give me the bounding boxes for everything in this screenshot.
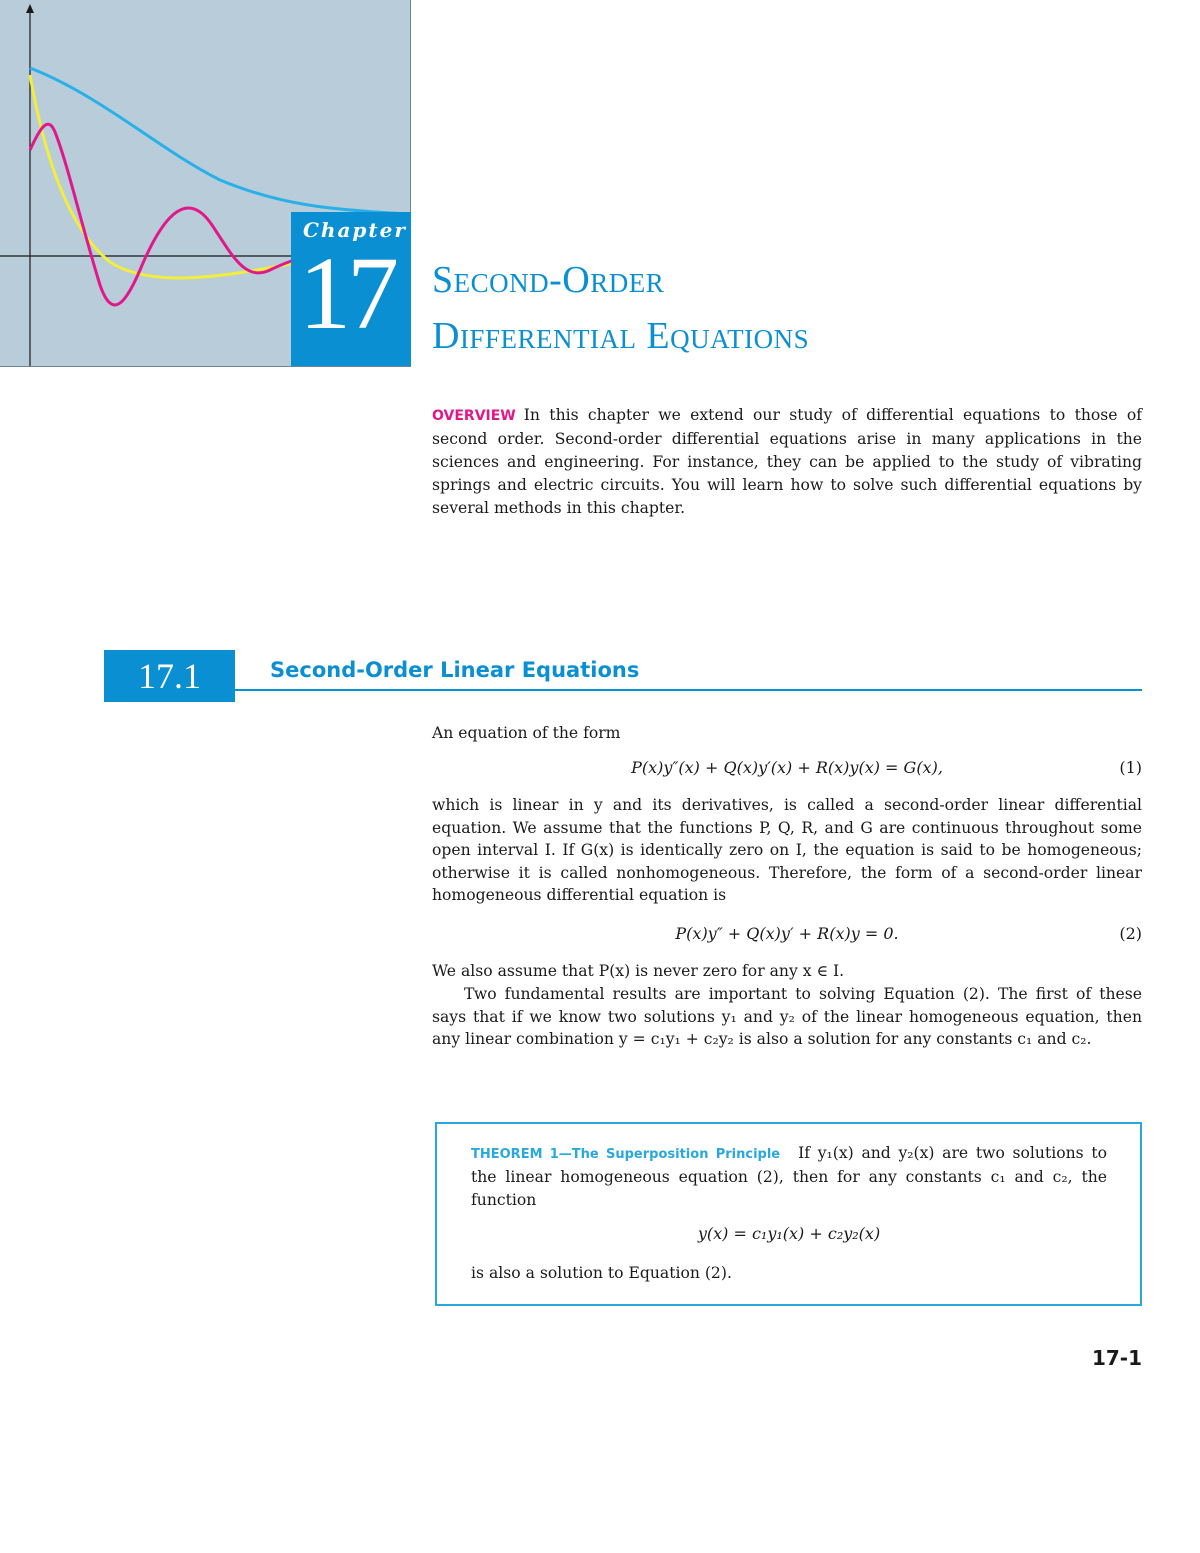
page-number: 17-1 bbox=[1091, 1346, 1142, 1370]
equation-2-tag: (2) bbox=[1119, 924, 1142, 943]
overview-label: OVERVIEW bbox=[432, 408, 516, 424]
theorem-box bbox=[435, 1122, 1142, 1306]
intro-text: An equation of the form bbox=[432, 724, 621, 742]
theorem-statement bbox=[471, 1142, 1107, 1212]
paragraph-fundamental-results: Two fundamental results are important to solving Equation (2). The first of these says that if we know two solutions y₁ and y₂ of the linear homogeneous equation, then any linear combination y = c₁y₁ + c₂y₂ is also a solution for any constants c₁ and c₂. bbox=[432, 985, 1142, 1048]
theorem-heading: THEOREM 1—The Superposition Principle bbox=[471, 1147, 781, 1162]
equation-1 bbox=[432, 758, 1142, 784]
paragraph-assumption: We also assume that P(x) is never zero for any x ∈ I. bbox=[432, 962, 845, 980]
theorem-closing: is also a solution to Equation (2). bbox=[471, 1264, 732, 1282]
overview-text: In this chapter we extend our study of differential equations to those of second order. Second-order differential equations arise in many applications in the sciences and engineering. For instance, they can be applied to the study of vibrating springs and electric circuits. You will learn how to solve such differential equations by several methods in this chapter. bbox=[432, 406, 1142, 517]
y-axis-arrow-icon bbox=[26, 4, 34, 13]
section-title: Second-Order Linear Equations bbox=[270, 658, 640, 682]
equation-2-expr: P(x)y″ + Q(x)y′ + R(x)y = 0. bbox=[675, 924, 899, 943]
theorem-equation: y(x) = c₁y₁(x) + c₂y₂(x) bbox=[697, 1224, 881, 1243]
section-rule bbox=[235, 689, 1142, 691]
theorem-text: If y₁(x) and y₂(x) are two solutions to the linear homogeneous equation (2), then for any constants c₁ and c₂, the function bbox=[471, 1144, 1107, 1209]
overview-paragraph bbox=[432, 404, 1142, 520]
equation-2 bbox=[432, 924, 1142, 950]
equation-1-expr: P(x)y″(x) + Q(x)y′(x) + R(x)y(x) = G(x), bbox=[631, 758, 943, 777]
chapter-label: Chapter bbox=[303, 218, 407, 242]
paragraph-linear-definition: which is linear in y and its derivatives, is called a second-order linear differential equation. We assume that the functions P, Q, R, and G are continuous throughout some open interval I. If G(x) is identically zero on I, the equation is said to be homogeneous; otherwise it is called nonhomogeneous. Therefore, the form of a second-order linear homogeneous differential equation is bbox=[432, 796, 1142, 904]
chapter-tab bbox=[291, 212, 411, 366]
chapter-title bbox=[432, 252, 809, 364]
blue-curve bbox=[30, 68, 410, 214]
section-number: 17.1 bbox=[104, 650, 235, 702]
chapter-number: 17 bbox=[299, 236, 395, 351]
chapter-title-line1: Second-Order bbox=[432, 259, 665, 301]
equation-1-tag: (1) bbox=[1119, 758, 1142, 777]
chapter-title-line2: Differential Equations bbox=[432, 315, 810, 357]
